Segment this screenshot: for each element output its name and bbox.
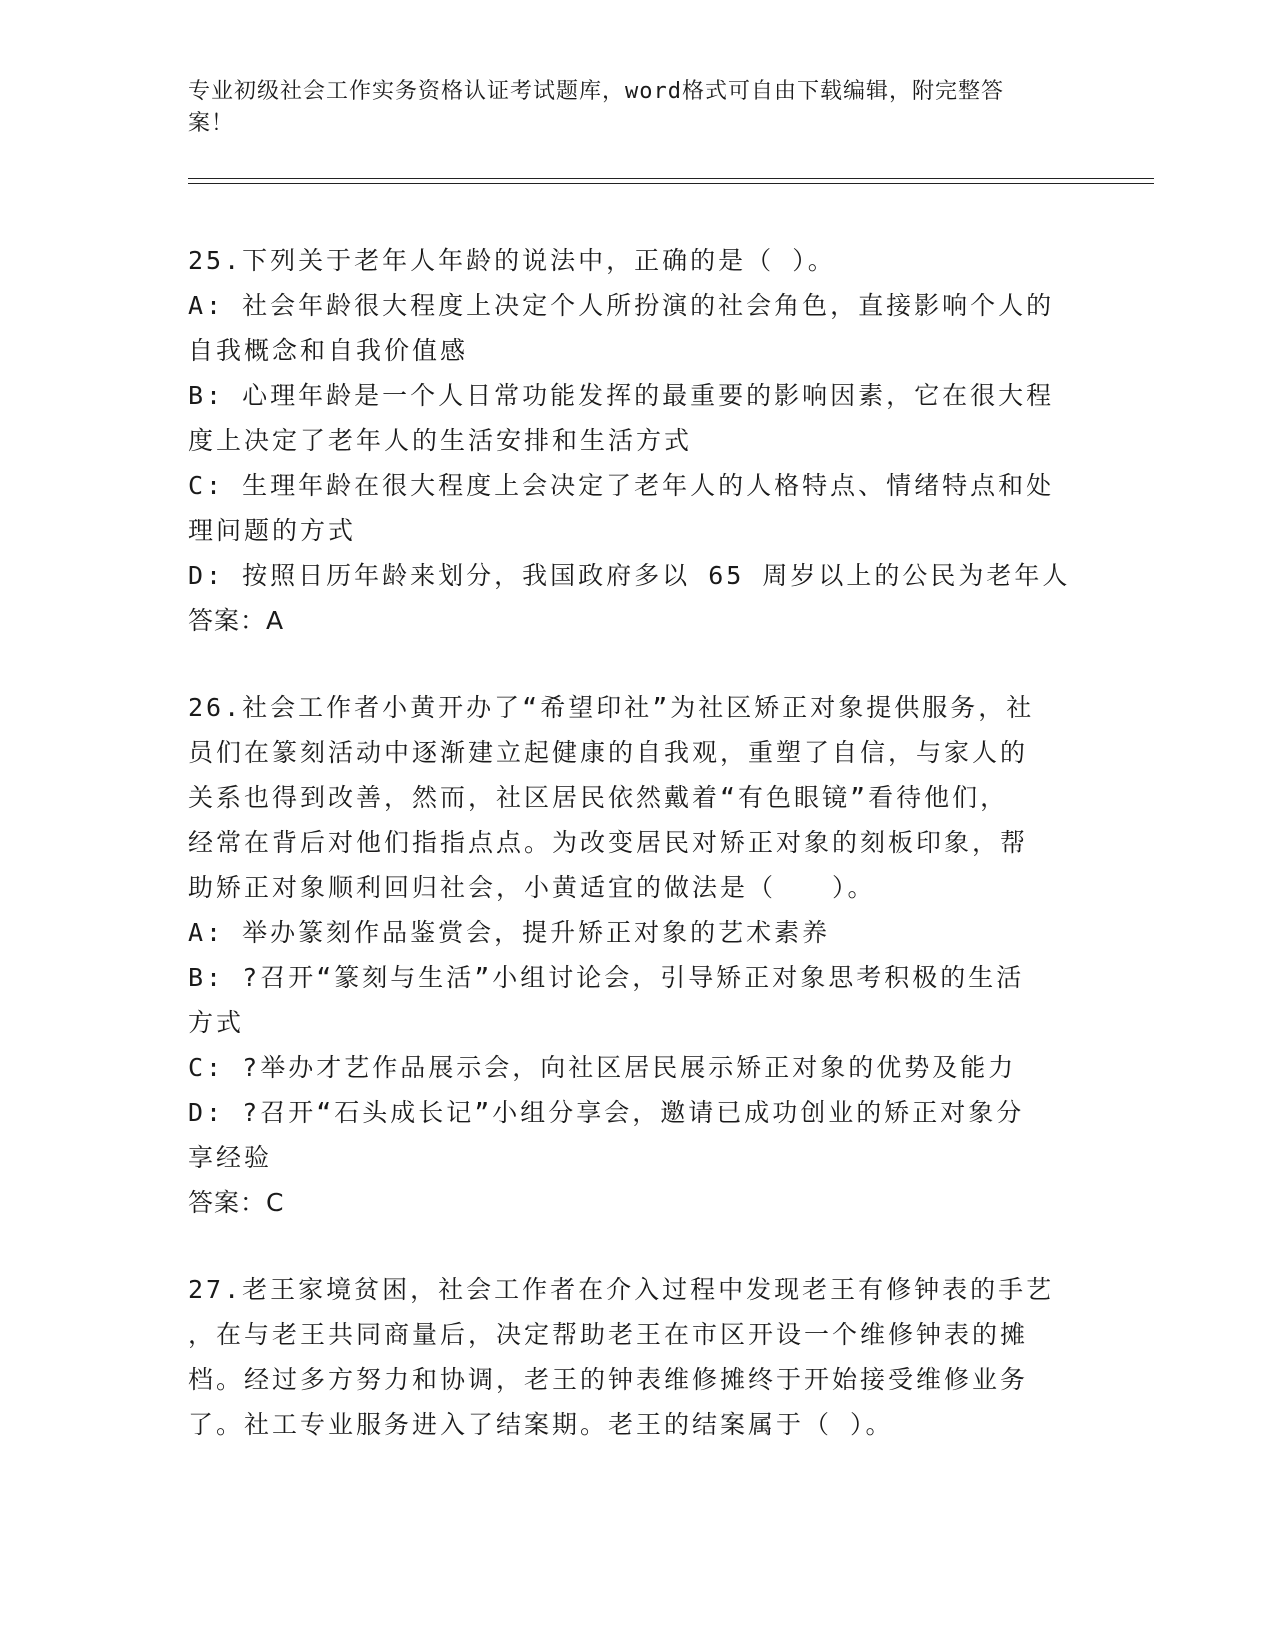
option-line: B: ?召开“篆刻与生活”小组讨论会，引导矫正对象思考积极的生活: [188, 963, 1025, 992]
option-line: D: 按照日历年龄来划分，我国政府多以 65 周岁以上的公民为老年人: [188, 561, 1071, 590]
option-line: C: 生理年龄在很大程度上会决定了老年人的人格特点、情绪特点和处: [188, 471, 1055, 500]
question-spacer: [188, 1225, 1088, 1267]
question-line: 27.老王家境贫困，社会工作者在介入过程中发现老王有修钟表的手艺: [188, 1275, 1055, 1304]
option-line: 自我概念和自我价值感: [188, 336, 469, 365]
option-line: D: ?召开“石头成长记”小组分享会，邀请已成功创业的矫正对象分: [188, 1098, 1025, 1127]
header-divider: [188, 183, 1154, 184]
answer-label: 答案：C: [188, 1188, 285, 1217]
question-27: [188, 1267, 1088, 1447]
option-line: A: 社会年龄很大程度上决定个人所扮演的社会角色，直接影响个人的: [188, 291, 1055, 320]
question-spacer: [188, 643, 1088, 685]
question-line: 26.社会工作者小黄开办了“希望印社”为社区矫正对象提供服务，社: [188, 693, 1035, 722]
option-line: C: ?举办才艺作品展示会，向社区居民展示矫正对象的优势及能力: [188, 1053, 1017, 1082]
question-line: 了。社工专业服务进入了结案期。老王的结案属于（ ）。: [188, 1410, 894, 1439]
question-line: ，在与老王共同商量后，决定帮助老王在市区开设一个维修钟表的摊: [188, 1320, 1029, 1349]
option-line: B: 心理年龄是一个人日常功能发挥的最重要的影响因素，它在很大程: [188, 381, 1055, 410]
document-header: [188, 76, 1068, 140]
option-line: 度上决定了老年人的生活安排和生活方式: [188, 426, 693, 455]
question-25: [188, 238, 1088, 643]
question-26: [188, 685, 1088, 1225]
question-line: 助矫正对象顺利回归社会，小黄适宜的做法是（ ）。: [188, 873, 876, 902]
header-divider: [188, 178, 1154, 179]
header-line: 专业初级社会工作实务资格认证考试题库，word格式可自由下载编辑，附完整答: [188, 79, 1004, 104]
option-line: 理问题的方式: [188, 516, 357, 545]
header-line: 案！: [188, 111, 235, 136]
question-line: 关系也得到改善，然而，社区居民依然戴着“有色眼镜”看待他们，: [188, 783, 1009, 812]
question-list: [188, 238, 1088, 1447]
option-line: 享经验: [188, 1143, 273, 1172]
question-line: 档。经过多方努力和协调，老王的钟表维修摊终于开始接受维修业务: [188, 1365, 1029, 1394]
question-line: 经常在背后对他们指指点点。为改变居民对矫正对象的刻板印象，帮: [188, 828, 1029, 857]
option-line: A: 举办篆刻作品鉴赏会，提升矫正对象的艺术素养: [188, 918, 831, 947]
answer-label: 答案：A: [188, 606, 285, 635]
question-line: 25.下列关于老年人年龄的说法中，正确的是（ ）。: [188, 246, 836, 275]
question-line: 员们在篆刻活动中逐渐建立起健康的自我观，重塑了自信，与家人的: [188, 738, 1029, 767]
option-line: 方式: [188, 1008, 245, 1037]
